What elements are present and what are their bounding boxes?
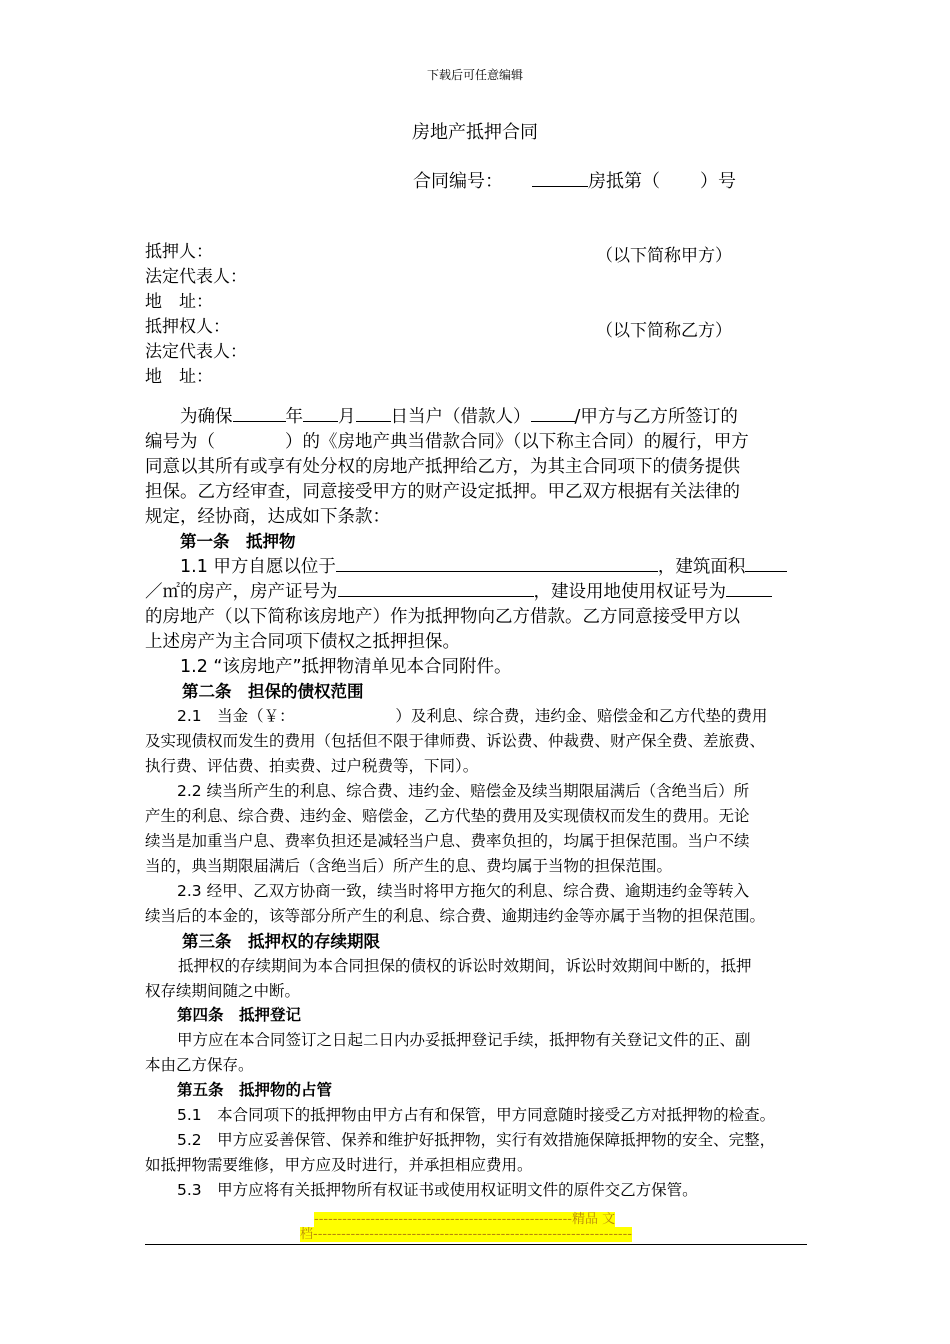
mortgagee-abbr: （以下简称乙方） (596, 321, 732, 341)
addr2-label: 地 址： (145, 367, 213, 387)
document-title: 房地产抵押合同 (412, 122, 538, 143)
art2-p2-line-2: 产生的利息、综合费、违约金、赔偿金，乙方代垫的费用及实现债权而发生的费用。无论 (145, 807, 750, 825)
art5-p2-line-2: 如抵押物需要维修，甲方应及时进行，并承担相应费用。 (145, 1156, 533, 1174)
art2-p2-line-3: 续当是加重当户息、费率负担还是减轻当户息、费率负担的，均属于担保范围。当户不续 (145, 832, 750, 850)
art5-p1: 5.1 本合同项下的抵押物由甲方占有和保管，甲方同意随时接受乙方对抵押物的检查。 (177, 1106, 776, 1124)
intro-line-5: 规定，经协商，达成如下条款： (145, 507, 390, 527)
contract-number (413, 167, 736, 193)
article-2-heading: 第二条 担保的债权范围 (182, 682, 364, 701)
intro-line-4: 担保。乙方经审查，同意接受甲方的财产设定抵押。甲乙双方根据有关法律的 (145, 482, 740, 502)
art2-p1-line-3: 执行费、评估费、拍卖费、过户税费等，下同）。 (145, 757, 479, 775)
art2-p1-line-1: 2.1 当金（￥： ）及利息、综合费，违约金、赔偿金和乙方代垫的费用 (177, 707, 768, 725)
mortgagor-abbr: （以下简称甲方） (596, 246, 732, 266)
mortgagor-label: 抵押人： (145, 242, 213, 262)
art3-line-2: 权存续期间随之中断。 (145, 982, 301, 1000)
addr1-label: 地 址： (145, 292, 213, 312)
art1-p2: 1.2 “该房地产”抵押物清单见本合同附件。 (180, 657, 512, 677)
art2-p2-line-1: 2.2 续当所产生的利息、综合费、违约金、赔偿金及续当期限届满后（含绝当后）所 (177, 782, 750, 800)
article-4-heading: 第四条 抵押登记 (177, 1006, 302, 1024)
art5-p3: 5.3 甲方应将有关抵押物所有权证书或使用权证明文件的原件交乙方保管。 (177, 1181, 698, 1199)
contract-no-label: 合同编号： (413, 171, 503, 192)
art2-p1-line-2: 及实现债权而发生的费用（包括但不限于律师费、诉讼费、仲裁费、财产保全费、差旅费、 (145, 732, 766, 750)
rep2-label: 法定代表人： (145, 342, 247, 362)
art4-line-1: 甲方应在本合同签订之日起二日内办妥抵押登记手续，抵押物有关登记文件的正、副 (177, 1031, 751, 1049)
art1-p1-line-2: ／㎡的房产，房产证号为 ，建设用地使用权证号为 (145, 578, 772, 603)
rep1-label: 法定代表人： (145, 267, 247, 287)
footer-rule (145, 1244, 807, 1245)
art2-p3-line-1: 2.3 经甲、乙双方协商一致，续当时将甲方拖欠的利息、综合费、逾期违约金等转入 (177, 882, 750, 900)
header-note: 下载后可任意编辑 (426, 68, 523, 82)
art4-line-2: 本由乙方保存。 (145, 1056, 254, 1074)
intro-line-2: 编号为（ ）的《房地产典当借款合同》（以下称主合同）的履行，甲方 (145, 432, 749, 452)
art1-p1-line-1: 1.1 甲方自愿以位于 ，建筑面积 (180, 553, 787, 578)
art5-p2-line-1: 5.2 甲方应妥善保管、保养和维护好抵押物，实行有效措施保障抵押物的安全、完整， (177, 1131, 776, 1149)
footer-watermark-line-2: 档-------------------------------------------------------------------- (300, 1227, 632, 1242)
art3-line-1: 抵押权的存续期间为本合同担保的债权的诉讼时效期间，诉讼时效期间中断的，抵押 (178, 957, 752, 975)
art2-p3-line-2: 续当后的本金的，该等部分所产生的利息、综合费、逾期违约金等亦属于当物的担保范围。 (145, 907, 766, 925)
intro-line-3: 同意以其所有或享有处分权的房地产抵押给乙方，为其主合同项下的债务提供 (145, 457, 740, 477)
art1-p1-line-4: 上述房产为主合同项下债权之抵押担保。 (145, 632, 460, 652)
mortgagee-label: 抵押权人： (145, 317, 230, 337)
intro-line-1: 为确保 年 月 日当户（借款人） /甲方与乙方所签订的 (180, 403, 738, 428)
footer-watermark-line-1: -------------------------------------------------------精品 文 (314, 1212, 616, 1227)
contract-no-blank (532, 168, 588, 187)
contract-no-mid: 房抵第（ (588, 171, 660, 192)
contract-no-end: ）号 (700, 171, 736, 192)
article-1-heading: 第一条 抵押物 (180, 532, 296, 551)
art1-p1-line-3: 的房地产（以下简称该房地产）作为抵押物向乙方借款。乙方同意接受甲方以 (145, 607, 740, 627)
article-5-heading: 第五条 抵押物的占管 (177, 1081, 333, 1099)
article-3-heading: 第三条 抵押权的存续期限 (182, 932, 380, 951)
art2-p2-line-4: 当的，典当期限届满后（含绝当后）所产生的息、费均属于当物的担保范围。 (145, 857, 673, 875)
